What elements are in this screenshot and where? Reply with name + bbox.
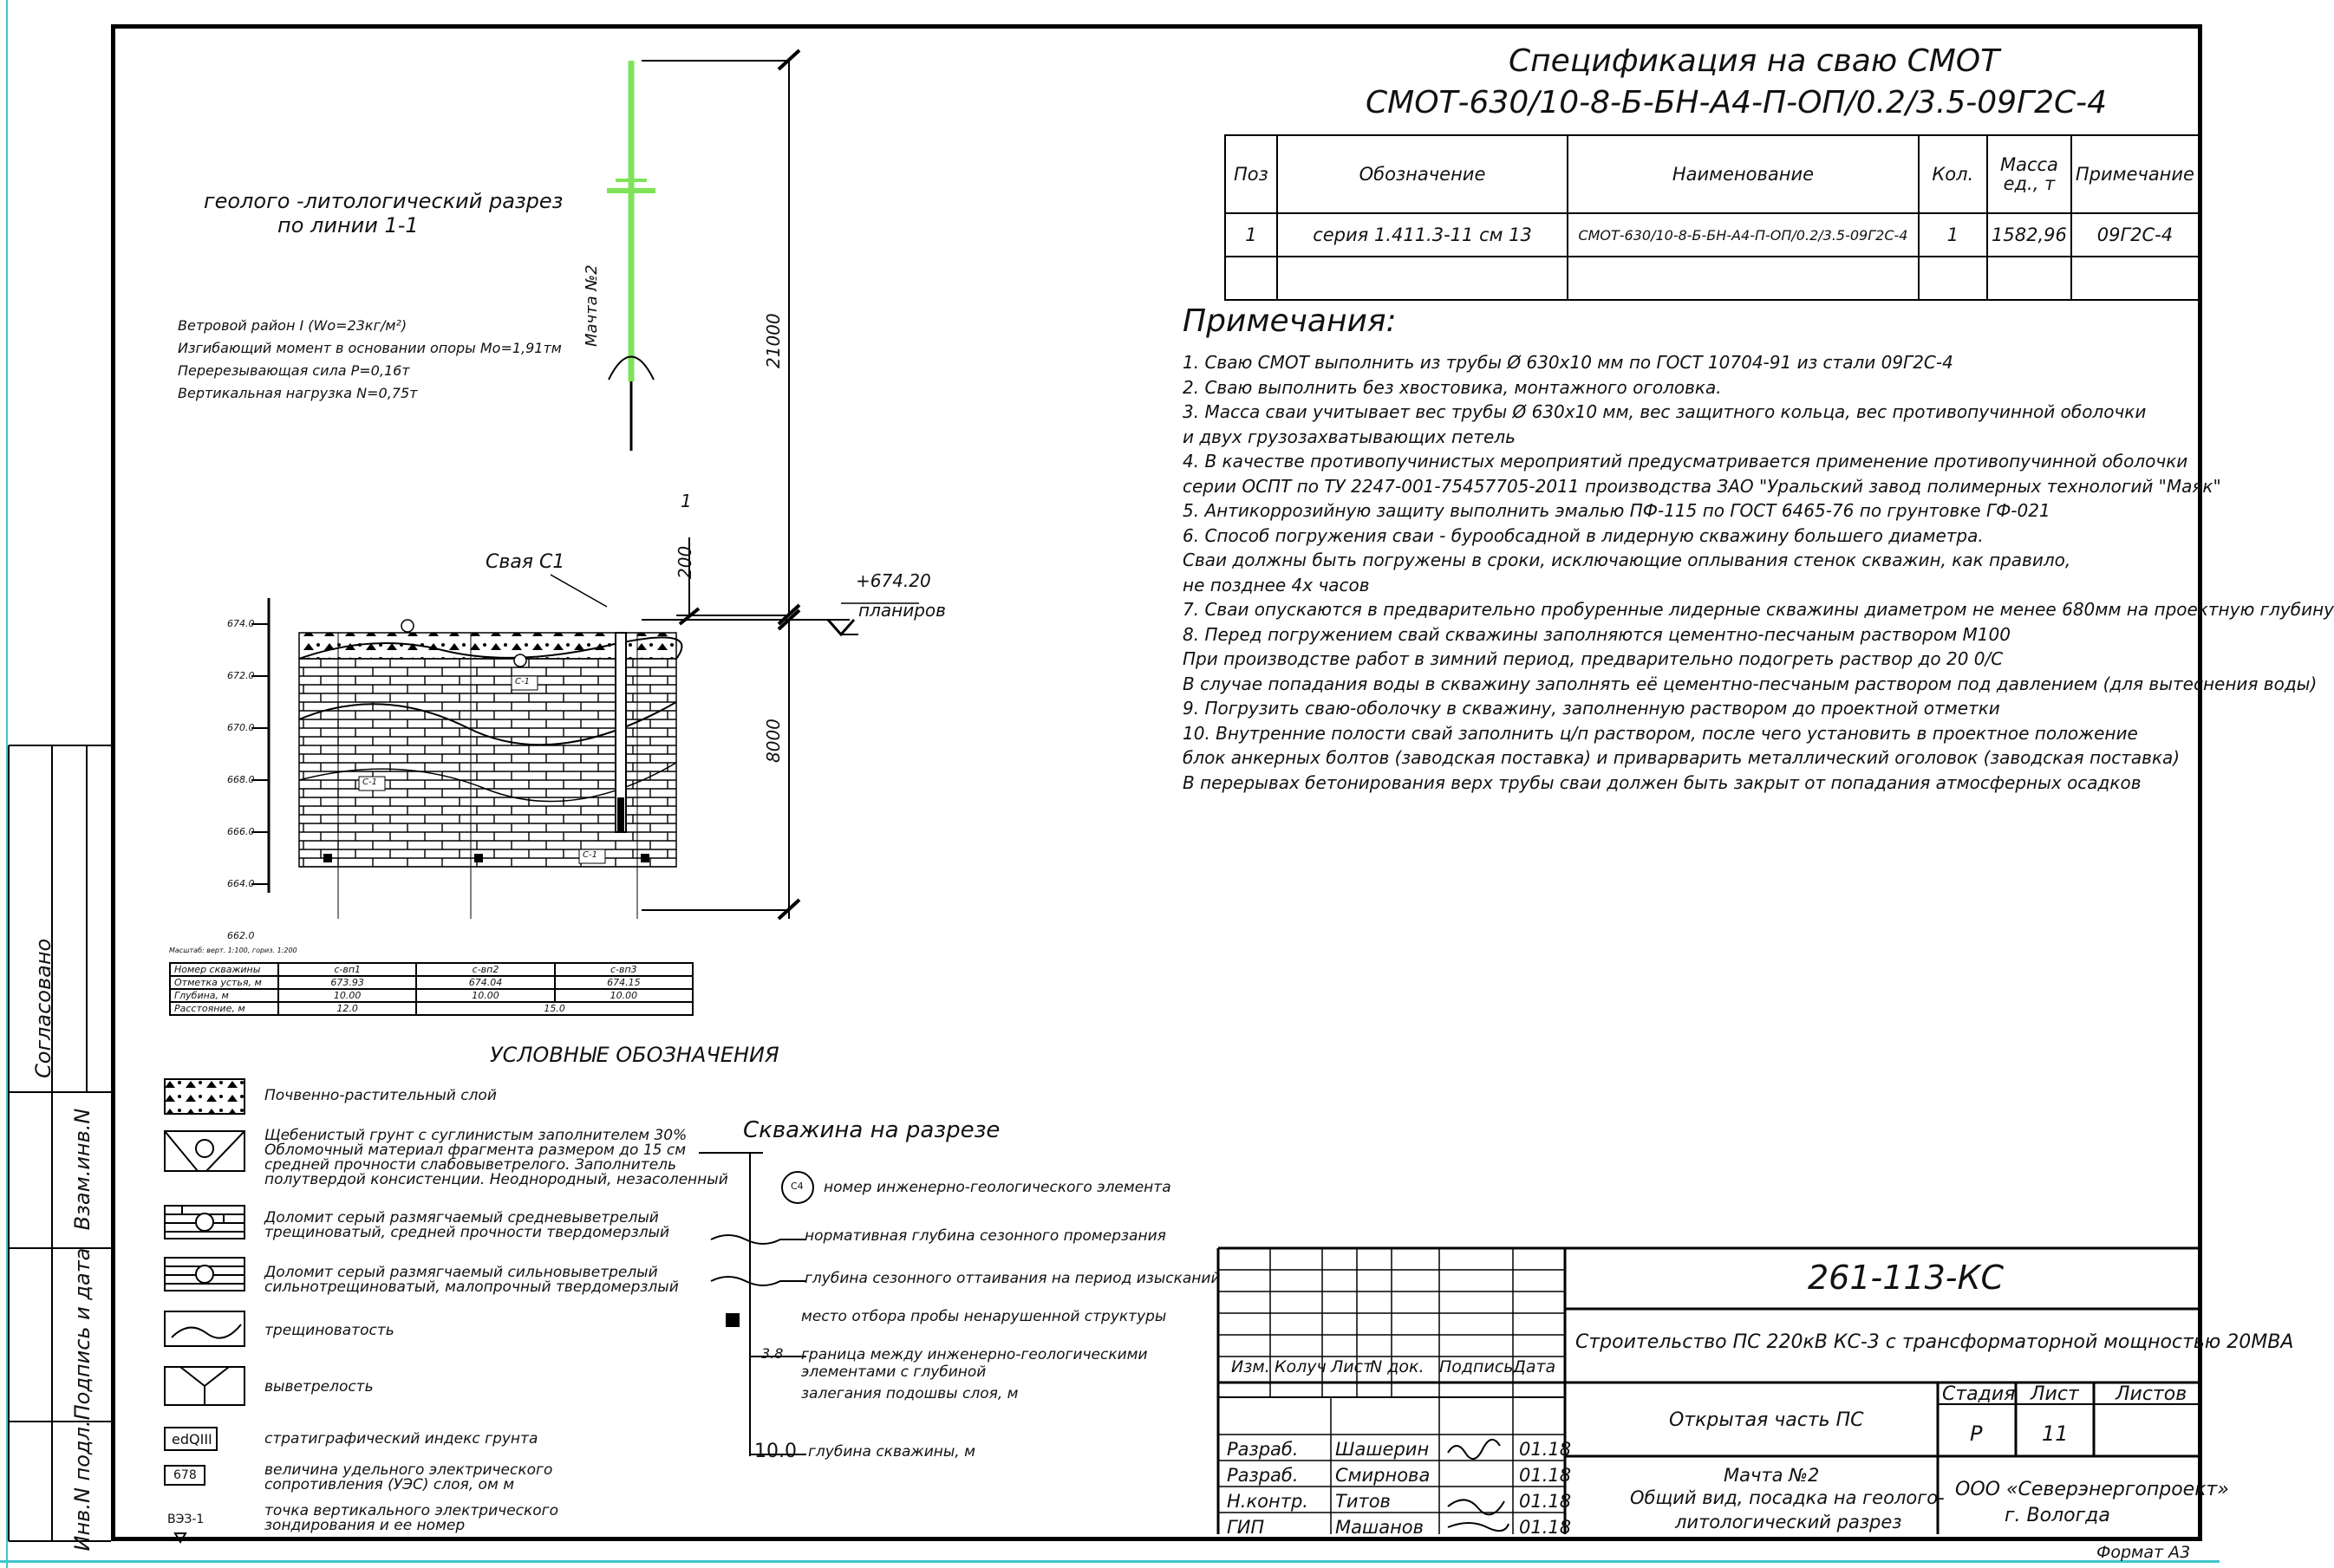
tb-drawing-line1: Мачта №2 — [1724, 1465, 1820, 1486]
level-value: +674.20 — [856, 570, 931, 591]
spec-header-designation: Обозначение — [1277, 135, 1568, 213]
legend-item-line: трещиноватость — [264, 1322, 394, 1339]
loads-line-4: Вертикальная нагрузка N=0,75т — [178, 385, 418, 401]
dim-200: 200 — [675, 545, 695, 579]
well-item-3: глубина сезонного оттаивания на период изысканий — [805, 1270, 1221, 1287]
boring-value: 673.93 — [278, 976, 416, 989]
boring-value: 12.0 — [278, 1002, 416, 1015]
tb-header-sign: Подпись — [1439, 1357, 1514, 1376]
geology-section — [156, 598, 711, 910]
tb-sheets-header: Листов — [2116, 1383, 2187, 1405]
spec-title-line2: СМОТ-630/10-8-Б-БН-А4-П-ОП/0.2/3.5-09Г2С-4 — [1366, 85, 2108, 120]
legend-tag-stratigraphic: edQIII — [172, 1431, 212, 1448]
legend-item-line: сопротивления (УЭС) слоя, ом м — [264, 1476, 515, 1493]
tb-name-2: Смирнова — [1335, 1465, 1431, 1486]
note-line: 6. Способ погружения сваи - бурообсадной в лидерную скважину большего диаметра. — [1183, 524, 1984, 546]
spec-title-line1: Спецификация на сваю СМОТ — [1509, 43, 2000, 79]
note-line: не позднее 4х часов — [1183, 574, 1370, 595]
note-line: В перерывах бетонирования верх трубы сваи должен быть закрыт от попадания атмосферных осадков — [1183, 771, 2142, 793]
well-item-8: глубина скважины, м — [808, 1443, 975, 1461]
tb-drawing-line3: литологический разрез — [1675, 1512, 1902, 1532]
spec-cell-mass: 1582,96 — [1987, 213, 2071, 257]
well-depth-mark: 3.8 — [761, 1345, 784, 1362]
legend-item-line: точка вертикального электрического — [264, 1502, 558, 1519]
note-line: 4. В качестве противопучинистых мероприятий предусматривается применение противопучинной оболочки — [1183, 451, 2188, 472]
note-line: 8. Перед погружением свай скважины заполняются цементно-песчаным раствором М100 — [1183, 623, 2011, 645]
legend-item-line: Щебенистый грунт с суглинистым заполнителем 30% — [264, 1127, 688, 1144]
spec-cell-name: СМОТ-630/10-8-Б-БН-А4-П-ОП/0.2/3.5-09Г2С-4 — [1568, 213, 1918, 257]
note-line: 1. Сваю СМОТ выполнить из трубы Ø 630х10 мм по ГОСТ 10704-91 из стали 09Г2С-4 — [1183, 352, 1953, 373]
mast-label: Мачта №2 — [583, 264, 601, 347]
boring-value: с-вп1 — [278, 963, 416, 976]
boring-label-3: Глубина, м — [170, 989, 278, 1002]
spec-table — [1224, 134, 2200, 301]
boring-label-1: Номер скважины — [170, 963, 278, 976]
level-label: планиров — [858, 600, 946, 621]
legend-item-line: зондирования и ее номер — [264, 1517, 466, 1534]
note-line: 5. Антикоррозийную защиту выполнить эмалью ПФ-115 по ГОСТ 6465-76 по грунтовке ГФ-021 — [1183, 500, 2050, 521]
legend-tag-resistance: 678 — [173, 1468, 197, 1482]
loads-line-1: Ветровой район I (Wo=23кг/м²) — [178, 317, 407, 334]
mast — [607, 61, 655, 451]
section-title-line2: по линии 1-1 — [277, 213, 419, 237]
sidebar-stamp — [9, 745, 113, 1552]
tb-stage-value: Р — [1970, 1422, 1983, 1446]
well-item-4: место отбора пробы ненарушенной структуры — [801, 1308, 1167, 1325]
dim-21000: 21000 — [763, 313, 784, 368]
legend-item-9 — [264, 1504, 558, 1533]
boring-value: 15.0 — [416, 1002, 693, 1015]
tb-name-4: Машанов — [1335, 1517, 1425, 1538]
legend-item-line: выветрелость — [264, 1378, 374, 1396]
well-item-2: нормативная глубина сезонного промерзания — [805, 1227, 1166, 1245]
legend-item-6 — [264, 1380, 374, 1395]
tb-date-2: 01.18 — [1519, 1465, 1572, 1486]
loads-line-2: Изгибающий момент в основании опоры Мо=1,91тм — [178, 340, 562, 356]
boring-value: с-вп3 — [555, 963, 693, 976]
tb-sheet-value: 11 — [2042, 1422, 2069, 1446]
tb-header-izm: Изм. — [1231, 1357, 1270, 1376]
boring-table — [169, 962, 694, 1016]
scale-tick-2: 672.0 — [227, 670, 255, 681]
legend-item-2 — [264, 1129, 728, 1187]
dim-8000: 8000 — [763, 719, 784, 763]
note-line: 7. Сваи опускаются в предварительно пробуренные лидерные скважины диаметром не менее 680мм на проектную глубину — [1183, 599, 2334, 620]
tb-role-2: Разраб. — [1227, 1465, 1299, 1486]
spec-cell-pos: 1 — [1225, 213, 1277, 257]
legend-item-5 — [264, 1324, 394, 1338]
legend-item-line: стратиграфический индекс грунта — [264, 1430, 538, 1448]
scale-tick-7: 662.0 — [227, 930, 255, 941]
note-line: 3. Масса сваи учитывает вес трубы Ø 630х10 мм, вес защитного кольца, вес противопучинной оболочки — [1183, 401, 2147, 422]
tb-stage-header: Стадия — [1942, 1383, 2016, 1405]
spec-empty-cell — [1919, 257, 1987, 300]
legend-item-line: величина удельного электрического — [264, 1461, 553, 1479]
legend-item-3 — [264, 1211, 669, 1240]
note-line: 9. Погрузить сваю-оболочку в скважину, заполненную раствором до проектной отметки — [1183, 698, 2000, 719]
spec-empty-cell — [1277, 257, 1568, 300]
tb-company-line1: ООО «Северэнергопроект» — [1955, 1479, 2229, 1500]
boring-value: с-вп2 — [416, 963, 554, 976]
tb-role-4: ГИП — [1227, 1517, 1265, 1538]
frame-bottom-edge — [0, 1560, 2220, 1563]
titleblock-project: Строительство ПС 220кВ КС-3 с трансформаторной мощностью 20МВА — [1575, 1331, 2294, 1353]
tb-date-3: 01.18 — [1519, 1491, 1572, 1512]
scale-tick-5: 666.0 — [227, 826, 255, 837]
spec-header-name: Наименование — [1568, 135, 1918, 213]
spec-empty-cell — [1987, 257, 2071, 300]
legend-item-line: трещиноватый, средней прочности твердомерзлый — [264, 1224, 670, 1241]
well-depth-total: 10.0 — [754, 1441, 797, 1462]
legend-item-line: Доломит серый размягчаемый средневыветрелый — [264, 1209, 659, 1226]
note-line: В случае попадания воды в скважину заполнять её цементно-песчаным раствором под давлением (для вытеснения воды) — [1183, 673, 2318, 694]
section-title-line1: геолого -литологический разрез — [204, 189, 564, 213]
legend-item-line: полутвердой консистенции. Неоднородный, незасоленный — [264, 1171, 728, 1188]
spec-empty-cell — [2071, 257, 2199, 300]
spec-header-note: Примечание — [2071, 135, 2199, 213]
titleblock-code: 261-113-КС — [1808, 1259, 2004, 1297]
legend-item-line: сильнотрещиноватый, малопрочный твердомерзлый — [264, 1278, 679, 1296]
soil-tag-2: С-1 — [362, 777, 377, 787]
tb-name-3: Титов — [1335, 1491, 1391, 1512]
well-code: С4 — [791, 1181, 804, 1192]
tb-header-ndoc: N док. — [1370, 1357, 1425, 1376]
soil-tag-1: С-1 — [515, 677, 530, 686]
spec-header-qty: Кол. — [1919, 135, 1987, 213]
tb-date-1: 01.18 — [1519, 1439, 1572, 1460]
note-line: Сваи должны быть погружены в сроки, исключающие оплывания стенок скважин, как правило, — [1183, 550, 2071, 570]
boring-value: 10.00 — [555, 989, 693, 1002]
note-line: блок анкерных болтов (заводская поставка) и приварварить металлический оголовок (заводская поставка) — [1183, 747, 2181, 768]
scale-tick-3: 670.0 — [227, 722, 255, 733]
boring-label-2: Отметка устья, м — [170, 976, 278, 989]
scale-tick-6: 664.0 — [227, 878, 255, 889]
note-line: 2. Сваю выполнить без хвостовика, монтажного оголовка. — [1183, 376, 1722, 398]
legend-item-7 — [264, 1432, 538, 1447]
legend-item-line: Обломочный материал фрагмента размером до 15 см — [264, 1142, 687, 1159]
boring-value: 674.04 — [416, 976, 554, 989]
tb-role-1: Разраб. — [1227, 1439, 1299, 1460]
tb-drawing-line2: Общий вид, посадка на геолого- — [1630, 1487, 1945, 1508]
legend-item-line: Почвенно-растительный слой — [264, 1087, 497, 1104]
legend-item-4 — [264, 1265, 679, 1295]
legend-item-line: Доломит серый размягчаемый сильновыветрелый — [264, 1264, 658, 1281]
pile-label: Свая С1 — [486, 551, 565, 573]
boring-value: 674.15 — [555, 976, 693, 989]
note-line: серии ОСПТ по ТУ 2247-001-75457705-2011 производства ЗАО "Уральский завод полимерных технологий "Маяк" — [1183, 475, 2221, 497]
legend-item-line: средней прочности слабовыветрелого. Заполнитель — [264, 1156, 677, 1174]
tb-name-1: Шашерин — [1335, 1439, 1430, 1460]
spec-cell-designation: серия 1.411.3-11 см 13 — [1277, 213, 1568, 257]
tb-header-date: Дата — [1513, 1357, 1556, 1376]
legend-item-1 — [264, 1089, 497, 1103]
spec-empty-cell — [1225, 257, 1277, 300]
tb-header-koluch: Колуч — [1275, 1357, 1327, 1376]
soil-tag-3: С-1 — [583, 850, 597, 860]
sidebar-inv-label: Инв.N подл. — [70, 1420, 95, 1552]
tb-date-4: 01.18 — [1519, 1517, 1572, 1538]
legend-tag-vez: ВЭЗ-1 — [167, 1513, 205, 1526]
loads-line-3: Перерезывающая сила Р=0,16т — [178, 362, 410, 379]
format-label: Формат А3 — [2096, 1543, 2191, 1562]
well-item-6: элементами с глубиной — [801, 1363, 987, 1381]
scale-tick-4: 668.0 — [227, 774, 255, 785]
spec-cell-note: 09Г2С-4 — [2071, 213, 2199, 257]
spec-header-mass: Масса ед., т — [1987, 135, 2071, 213]
callout-1: 1 — [681, 491, 692, 511]
scale-note: Масштаб: верт. 1:100, гориз. 1:200 — [169, 947, 297, 954]
spec-cell-qty: 1 — [1919, 213, 1987, 257]
note-line: 10. Внутренние полости свай заполнить ц/п раствором, после чего установить в проектное положение — [1183, 722, 2138, 744]
well-item-1: номер инженерно-геологического элемента — [824, 1179, 1171, 1196]
boring-value: 10.00 — [278, 989, 416, 1002]
sidebar-sign-date-label: Подпись и дата — [70, 1247, 95, 1421]
well-title: Скважина на разрезе — [743, 1117, 1001, 1143]
legend-item-8 — [264, 1463, 552, 1493]
boring-value: 10.00 — [416, 989, 554, 1002]
sidebar-grid — [9, 745, 113, 1543]
sidebar-swap-label: Взам.инв.N — [70, 1108, 95, 1231]
sidebar-agreed-label: Согласовано — [31, 938, 55, 1078]
frame-left-edge — [6, 0, 8, 1568]
legend-title: УСЛОВНЫЕ ОБОЗНАЧЕНИЯ — [490, 1043, 779, 1067]
tb-role-3: Н.контр. — [1227, 1491, 1308, 1512]
tb-header-list: Лист — [1331, 1357, 1373, 1376]
scale-tick-1: 674.0 — [227, 618, 255, 629]
well-item-7: залегания подошвы слоя, м — [801, 1385, 1019, 1402]
well-item-5: граница между инженерно-геологическими — [801, 1346, 1148, 1363]
boring-label-4: Расстояние, м — [170, 1002, 278, 1015]
notes-heading: Примечания: — [1183, 303, 1397, 339]
spec-empty-cell — [1568, 257, 1918, 300]
notes-list — [1183, 350, 2334, 795]
spec-header-pos: Поз — [1225, 135, 1277, 213]
note-line: При производстве работ в зимний период, предварительно подогреть раствор до 20 0/С — [1183, 648, 2004, 669]
note-line: и двух грузозахватывающих петель — [1183, 426, 1516, 447]
tb-part: Открытая часть ПС — [1669, 1409, 1864, 1431]
tb-sheet-header: Лист — [2031, 1383, 2079, 1405]
tb-company-line2: г. Вологда — [2005, 1505, 2110, 1526]
